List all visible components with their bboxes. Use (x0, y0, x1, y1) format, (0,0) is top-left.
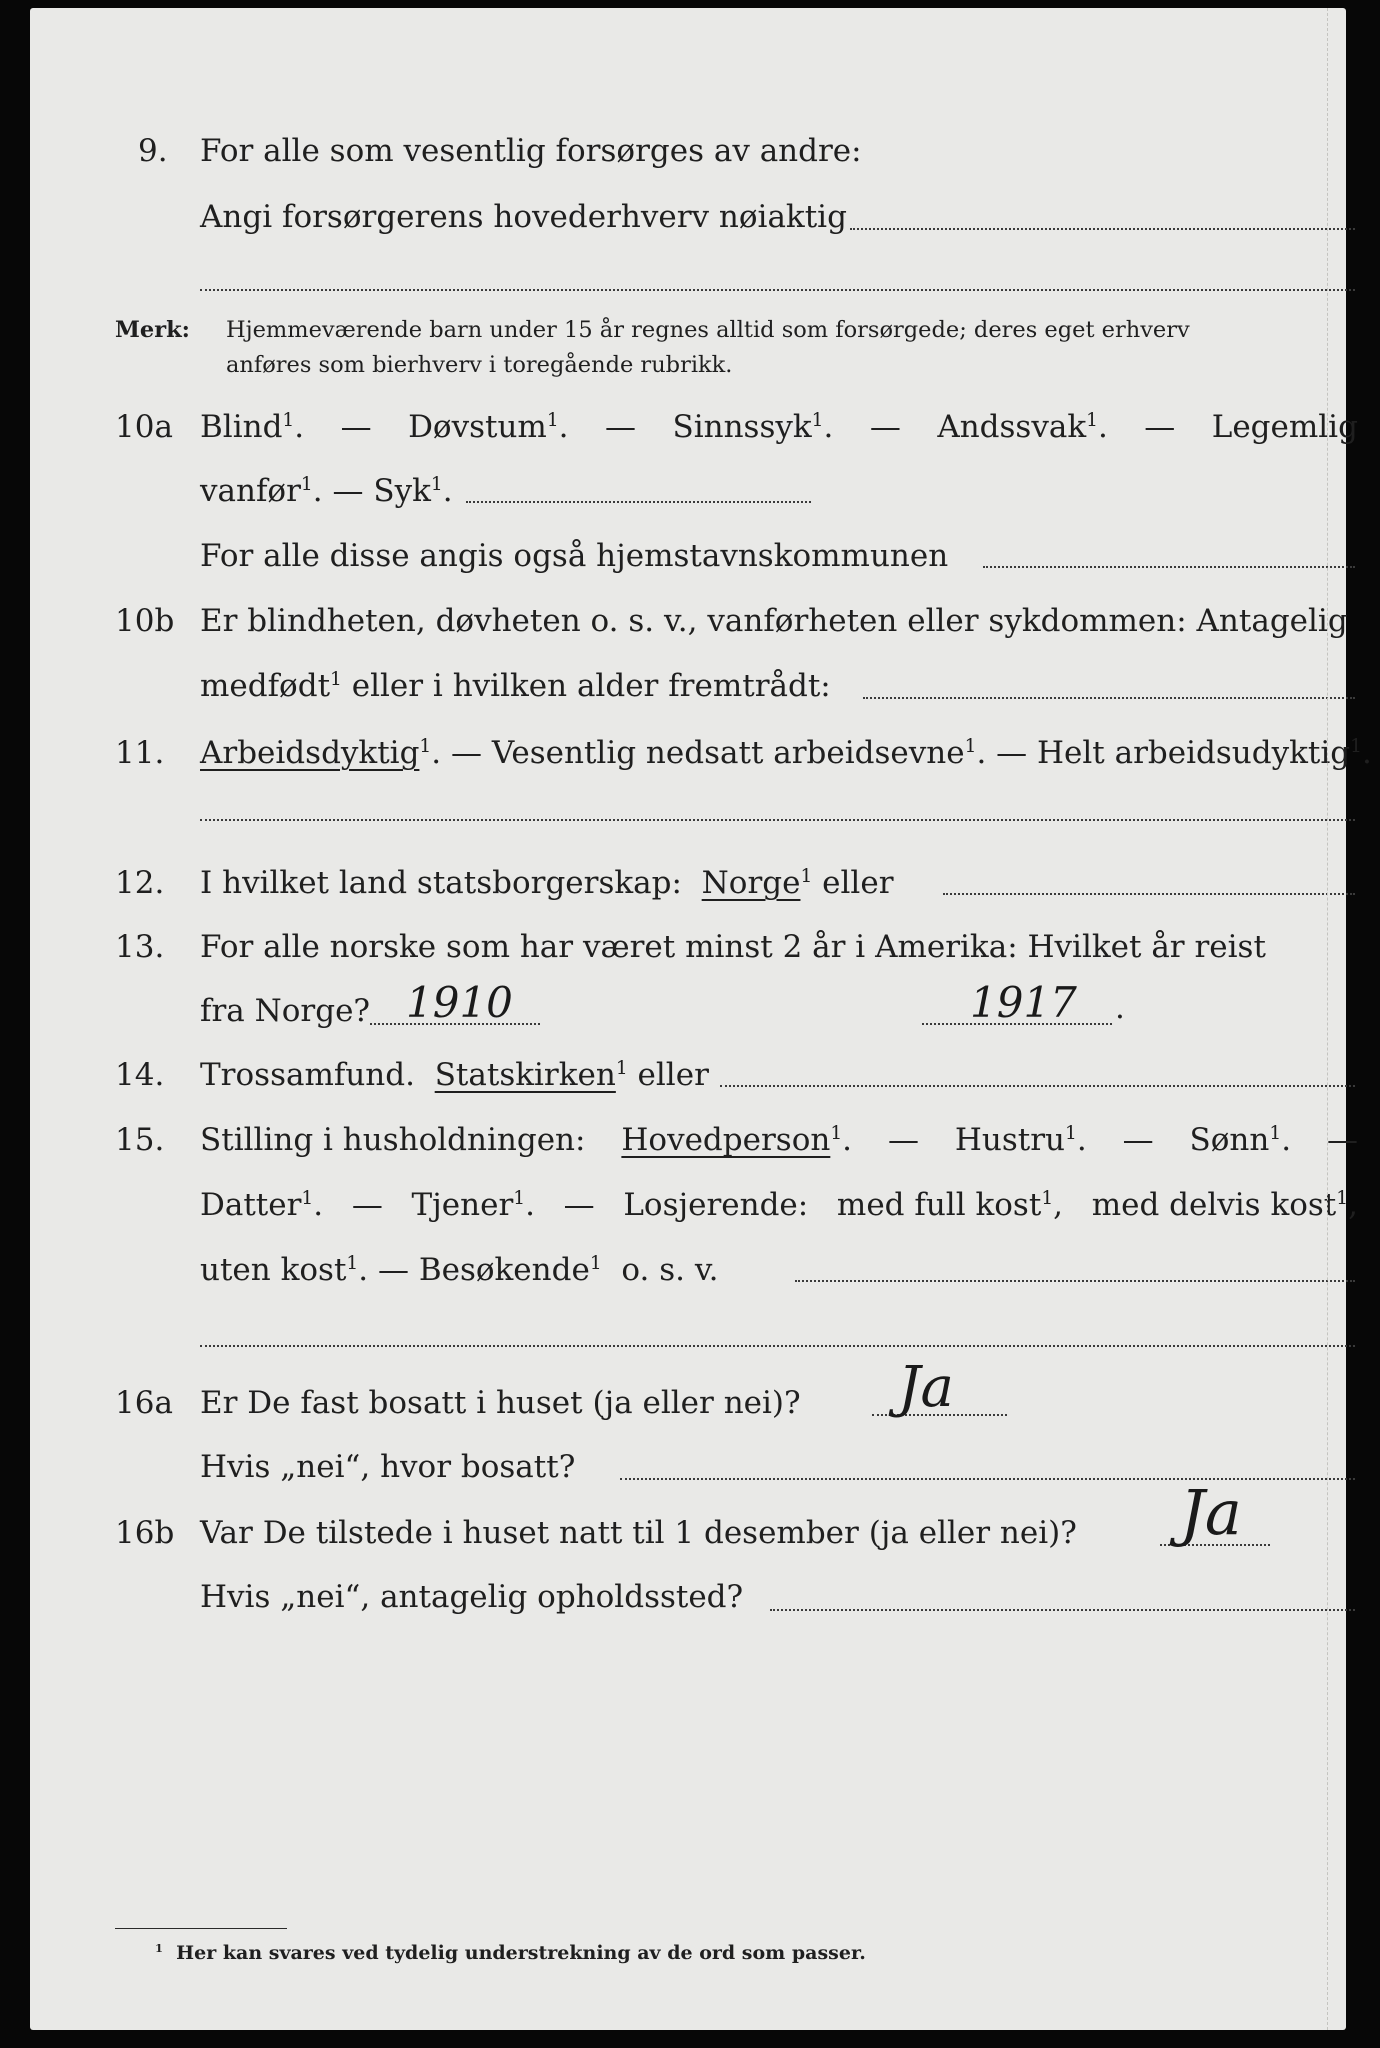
q10a-hjemstavn-line (983, 566, 1355, 568)
q10a-dovstum: Døvstum$^1$. (408, 409, 569, 445)
q13-line1: For alle norske som har været minst 2 år i Amerika: Hvilket år reist (200, 929, 1266, 965)
q10a-number: 10a (115, 409, 173, 445)
q16a-answer: Ja (898, 1355, 954, 1420)
q10a-blind: Blind$^1$. (200, 409, 305, 445)
merk-line2: anføres som bierhverv i toregående rubrikk. (226, 352, 733, 378)
q14-statskirken-underlined: Statskirken (434, 1057, 616, 1093)
q10a-sinnssyk: Sinnssyk$^1$. (672, 409, 834, 445)
merk-label: Merk: (115, 317, 190, 343)
q12-norge-underlined: Norge (701, 865, 801, 901)
dash: — (869, 409, 901, 445)
q11-number: 11. (115, 735, 165, 771)
q16b-opholdssted-line (770, 1609, 1355, 1611)
q10a-legemlig: Legemlig (1211, 409, 1358, 445)
q14-answer-line (720, 1085, 1355, 1087)
q10a-line2: vanfør$^1$. — Syk$^1$. (200, 473, 453, 509)
census-form-page (30, 8, 1372, 2030)
q12-number: 12. (115, 865, 165, 901)
q10a-line3: For alle disse angis også hjemstavnskommunen (200, 538, 949, 574)
q16b-line1: Var De tilstede i huset natt til 1 desember (ja eller nei)? (200, 1515, 1077, 1551)
q12-answer-line (943, 893, 1355, 895)
q14-number: 14. (115, 1057, 165, 1093)
q10a-line1 (200, 409, 1358, 445)
q11-arbeidsdyktig-underlined: Arbeidsdyktig (200, 735, 420, 771)
q10b-line1: Er blindheten, døvheten o. s. v., vanførheten eller sykdommen: Antagelig (200, 603, 1348, 639)
q9-answer-line (850, 228, 1355, 230)
dash: — (340, 409, 372, 445)
q10b-number: 10b (115, 603, 175, 639)
dash: — (605, 409, 636, 445)
q9-answer-line-2 (200, 289, 1355, 291)
q12-line: I hvilket land statsborgerskap: Norge$^1$ eller (200, 865, 894, 901)
q11-line: Arbeidsdyktig$^1$. — Vesentlig nedsatt arbeidsevne$^1$. — Helt arbeidsudyktig$^1$. (200, 735, 1372, 771)
q15-answer-line (795, 1280, 1355, 1282)
q13-fra-norge: fra Norge? (200, 993, 371, 1029)
q15-line3: uten kost$^1$. — Besøkende$^1$ o. s. v. (200, 1252, 719, 1288)
q15-number: 15. (115, 1122, 165, 1158)
q16a-bosatt-line (620, 1478, 1355, 1480)
q15-line1: Stilling i husholdningen: Hovedperson$^1$. — Hustru$^1$. — Sønn$^1$. — (200, 1122, 1358, 1158)
q16b-line2: Hvis „nei“, antagelig opholdssted? (200, 1579, 744, 1615)
q13-answer-hjem: 1917 (970, 978, 1077, 1027)
q10a-andssvak: Andssvak$^1$. (937, 409, 1108, 445)
q9-line2: Angi forsørgerens hovederhverv nøiaktig (200, 199, 847, 235)
q13-answer-reist: 1910 (406, 978, 513, 1027)
q15-line2: Datter$^1$. — Tjener$^1$. — Losjerende: med full kost$^1$, med delvis kost$^1$, (200, 1187, 1358, 1223)
q16a-line1: Er De fast bosatt i huset (ja eller nei)? (200, 1385, 801, 1421)
q9-number: 9. (138, 133, 168, 169)
q14-line: Trossamfund. Statskirken$^1$ eller (200, 1057, 709, 1093)
dash: — (1144, 409, 1176, 445)
q16a-number: 16a (115, 1385, 173, 1421)
footnote-rule (115, 1928, 287, 1929)
q16b-number: 16b (115, 1515, 175, 1551)
q15-hovedperson-underlined: Hovedperson (621, 1122, 831, 1158)
merk-line1: Hjemmeværende barn under 15 år regnes alltid som forsørgede; deres eget erhverv (226, 317, 1190, 343)
q13-period: . (1115, 990, 1125, 1026)
q10b-answer-line (863, 697, 1355, 699)
q9-line1: For alle som vesentlig forsørges av andre: (200, 133, 862, 169)
q11-answer-line (200, 819, 1355, 821)
footnote: $^1$ Her kan svares ved tydelig understrekning av de ord som passer. (155, 1941, 866, 1964)
q16a-line2: Hvis „nei“, hvor bosatt? (200, 1449, 576, 1485)
q15-answer-line-2 (200, 1345, 1355, 1347)
q10b-line2: medfødt$^1$ eller i hvilken alder fremtrådt: (200, 668, 831, 704)
q10a-syk-line (466, 501, 811, 503)
q16b-answer: Ja (1180, 1476, 1242, 1549)
q13-number: 13. (115, 929, 165, 965)
